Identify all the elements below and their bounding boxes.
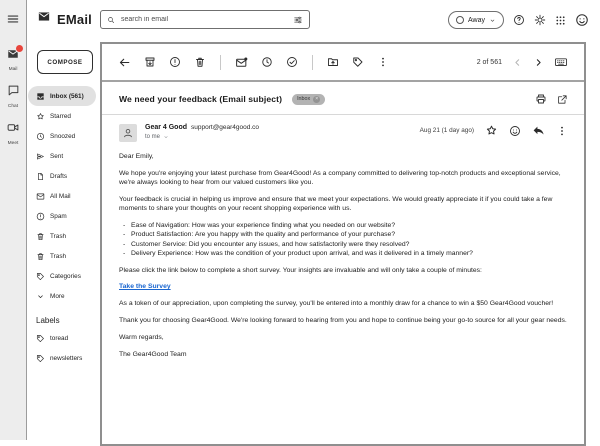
status-dropdown[interactable] <box>448 11 504 29</box>
rail-item-mail[interactable] <box>6 47 20 72</box>
archive-icon[interactable] <box>144 56 156 68</box>
tag-icon <box>36 354 45 363</box>
sidebar-item-inbox[interactable] <box>28 86 96 106</box>
back-icon[interactable] <box>118 56 131 69</box>
sidebar-item-trash-2[interactable] <box>28 246 96 266</box>
sender-email: support@gear4good.co <box>191 124 260 131</box>
body-bullet-list <box>119 221 574 258</box>
sidebar-item-label: Trash <box>50 232 67 240</box>
print-icon[interactable] <box>535 93 547 105</box>
search-input[interactable] <box>119 15 289 24</box>
sidebar-label-toread[interactable] <box>28 328 96 348</box>
sidebar-item-label: Trash <box>50 252 67 260</box>
delete-icon[interactable] <box>194 56 206 68</box>
chip-remove-icon[interactable]: × <box>313 96 320 103</box>
clock-icon <box>36 132 45 141</box>
envelope-icon <box>36 192 45 201</box>
status-dot-icon <box>456 16 464 24</box>
inbox-label-chip[interactable] <box>292 94 325 105</box>
email-panel <box>100 42 586 446</box>
labels-header: Labels <box>36 316 60 325</box>
email-toolbar <box>102 44 584 82</box>
account-avatar-icon[interactable] <box>575 13 589 27</box>
pagination-text: 2 of 561 <box>476 58 502 66</box>
sidebar-item-label: Starred <box>50 112 71 120</box>
toolbar-divider <box>312 55 313 70</box>
body-paragraph: Your feedback is crucial in helping us improve and ensure that we meet your expectations. We would greatly appreciate it if you could take a few moments to share your thoughts on your recent shopping experience with us. <box>119 195 553 213</box>
body-paragraph: Thank you for choosing Gear4Good. We're looking forward to hearing from you and hope to continue being your go-to source for all your gear needs. <box>119 317 567 325</box>
meet-icon <box>6 121 20 139</box>
search-bar[interactable] <box>100 10 310 29</box>
settings-gear-icon[interactable] <box>534 14 546 26</box>
compose-button[interactable]: COMPOSE <box>37 50 93 74</box>
more-vert-icon[interactable] <box>377 56 389 68</box>
sidebar-item-spam[interactable] <box>28 206 96 226</box>
help-icon[interactable] <box>513 14 525 26</box>
top-bar <box>28 0 600 40</box>
emoji-reaction-icon[interactable] <box>509 125 521 137</box>
alert-circle-icon <box>36 212 45 221</box>
recipient-dropdown[interactable] <box>145 134 259 140</box>
body-paragraph: As a token of our appreciation, upon completing the survey, you'll be entered into a monthly draw for a chance to win a $50 Gear4Good voucher! <box>119 300 554 308</box>
rail-label-chat: Chat <box>7 104 19 109</box>
logo-envelope-icon <box>36 10 52 28</box>
sidebar-item-more[interactable] <box>28 286 96 306</box>
reply-icon[interactable] <box>532 124 545 137</box>
body-greeting: Dear Emily, <box>119 153 154 160</box>
body-paragraph: Please click the link below to complete a short survey. Your insights are invaluable and will only take a couple of minutes: <box>119 266 482 274</box>
sidebar-item-label: Snoozed <box>50 132 76 140</box>
sidebar-item-label: newsletters <box>50 354 83 362</box>
sidebar <box>28 40 100 440</box>
mail-icon <box>6 47 20 65</box>
send-icon <box>36 152 45 161</box>
sidebar-item-categories[interactable] <box>28 266 96 286</box>
sidebar-item-sent[interactable] <box>28 146 96 166</box>
chevron-down-icon <box>36 292 45 301</box>
sidebar-item-starred[interactable] <box>28 106 96 126</box>
sender-name: Gear 4 Good <box>145 124 188 131</box>
survey-link[interactable]: Take the Survey <box>119 283 171 291</box>
input-settings-icon[interactable] <box>554 55 568 69</box>
star-icon <box>36 112 45 121</box>
bullet-item: - Product Satisfaction: Are you happy with the quality and performance of your purchase? <box>119 230 574 239</box>
sender-avatar[interactable] <box>119 124 137 142</box>
sidebar-item-all-mail[interactable] <box>28 186 96 206</box>
subject-row <box>102 82 584 115</box>
mark-unread-icon[interactable] <box>235 56 248 69</box>
snooze-icon[interactable] <box>261 56 273 68</box>
trash-icon <box>36 252 45 261</box>
apps-grid-icon[interactable] <box>555 15 566 26</box>
rail-label-mail: Mail <box>8 67 18 72</box>
star-email-icon[interactable] <box>485 124 498 137</box>
sidebar-item-snoozed[interactable] <box>28 126 96 146</box>
sidebar-label-newsletters[interactable] <box>28 348 96 368</box>
email-date: Aug 21 (1 day ago) <box>419 127 474 134</box>
sidebar-item-label: Categories <box>50 272 81 280</box>
more-vert-icon[interactable] <box>556 125 568 137</box>
sidebar-item-label: Drafts <box>50 172 68 180</box>
sender-row <box>102 115 584 142</box>
sidebar-item-label: Spam <box>50 212 67 220</box>
app-logo <box>36 10 92 28</box>
report-spam-icon[interactable] <box>169 56 181 68</box>
body-signature: The Gear4Good Team <box>119 351 187 359</box>
older-email-icon[interactable] <box>533 57 544 68</box>
bullet-item: - Ease of Navigation: How was your experience finding what you needed on our website? <box>119 221 574 230</box>
sidebar-item-label: Sent <box>50 152 64 160</box>
rail-item-meet[interactable] <box>6 121 20 146</box>
menu-button[interactable] <box>6 12 20 31</box>
open-in-new-icon[interactable] <box>557 94 568 105</box>
sidebar-item-drafts[interactable] <box>28 166 96 186</box>
email-body <box>102 142 584 359</box>
tag-icon <box>36 272 45 281</box>
sidebar-item-label: More <box>50 292 65 300</box>
notification-badge <box>15 44 24 53</box>
mark-done-icon[interactable] <box>286 56 298 68</box>
sidebar-item-label: Inbox (561) <box>50 92 84 100</box>
toolbar-divider <box>220 55 221 70</box>
search-icon <box>107 16 115 24</box>
body-paragraph: We hope you're enjoying your latest purchase from Gear4Good! As a company committed to delivering top-notch products and exceptional service, we're always looking to hear from our valued customers like you. <box>119 169 561 187</box>
app-rail <box>0 0 27 440</box>
top-right-actions <box>448 10 589 30</box>
newer-email-icon[interactable] <box>512 57 523 68</box>
label-icon[interactable] <box>352 56 364 68</box>
chevron-down-icon <box>489 17 496 24</box>
sidebar-item-label: All Mail <box>50 192 71 200</box>
chip-label: Inbox <box>297 96 311 102</box>
inbox-icon <box>36 92 45 101</box>
bullet-item: - Customer Service: Did you encounter any issues, and how satisfactorily were they resolved? <box>119 240 574 249</box>
bullet-item: - Delivery Experience: How was the condition of your product upon arrival, and was it delivered in a timely manner? <box>119 249 574 258</box>
sidebar-item-trash-1[interactable] <box>28 226 96 246</box>
rail-item-chat[interactable] <box>7 84 20 109</box>
status-label: Away <box>468 16 485 24</box>
move-to-icon[interactable] <box>327 56 339 68</box>
app-name: EMail <box>57 11 92 27</box>
chevron-down-icon <box>163 134 169 140</box>
chat-icon <box>7 84 20 102</box>
email-subject: We need your feedback (Email subject) <box>119 94 283 104</box>
search-filter-icon[interactable] <box>293 15 303 25</box>
rail-label-meet: Meet <box>7 141 19 146</box>
tag-icon <box>36 334 45 343</box>
trash-icon <box>36 232 45 241</box>
body-regards: Warm regards, <box>119 333 164 341</box>
recipient-label: to me <box>145 134 161 140</box>
sidebar-item-label: toread <box>50 334 69 342</box>
draft-icon <box>36 172 45 181</box>
